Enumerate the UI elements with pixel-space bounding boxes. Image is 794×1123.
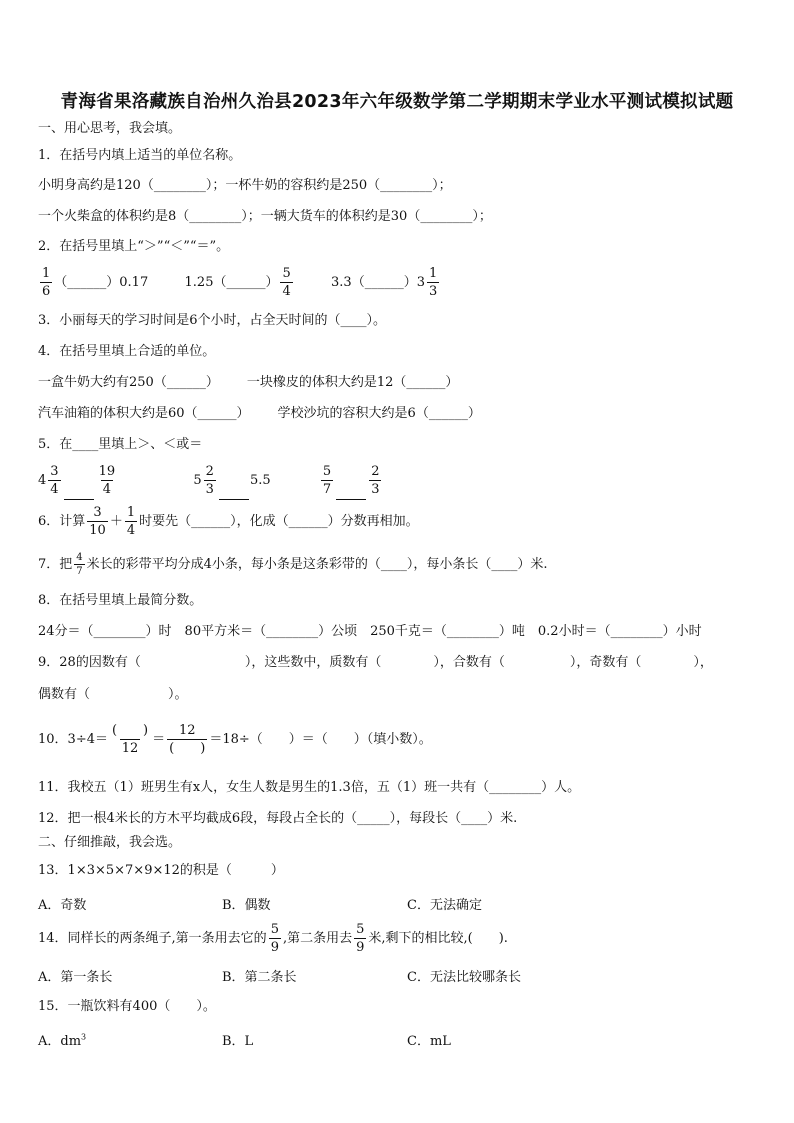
q5-fraction-a1: $\frac{3}{4}$ — [50, 464, 59, 497]
q13-option-a: A．奇数 — [38, 898, 87, 913]
q4-c: 汽车油箱的体积大约是60（______） — [38, 406, 250, 421]
q14-fraction-2: $\frac{5}{9}$ — [356, 922, 365, 955]
q5-fraction-b: $\frac{2}{3}$ — [205, 464, 214, 497]
q11: 11．我校五（1）班男生有x人，女生人数是男生的1.3倍，五（1）班一共有（________）人。 — [38, 780, 581, 795]
q10-fraction-1: $\frac{( )}{12}$ — [111, 723, 149, 756]
q14-stem: 14．同样长的两条绳子,第一条用去它的 $\frac{5}{9}$ ,第二条用去 $\frac{5}{9}$ 米,剩下的相比较,( ). — [38, 922, 508, 955]
q2-stem: 2．在括号里填上“＞”“＜”“＝”。 — [38, 239, 230, 254]
q2-fraction-b: $\frac{5}{4}$ — [282, 266, 291, 299]
q2-item-a: （______）0.17 — [54, 275, 149, 290]
q15-stem: 15．一瓶饮料有400（ ）。 — [38, 999, 216, 1014]
q5-stem: 5．在____里填上＞、＜或＝ — [38, 437, 203, 452]
q2-fraction-c: $\frac{1}{3}$ — [428, 266, 438, 299]
q9-line1: 9．28的因数有（ ），这些数中，质数有（ ），合数有（ ），奇数有（ ）， — [38, 655, 713, 670]
q12: 12．把一根4米长的方木平均截成6段，每段占全长的（_____），每段长（____）米. — [38, 811, 518, 826]
q13-option-c: C．无法确定 — [407, 898, 482, 913]
q6-fraction-1: $\frac{3}{10}$ — [89, 505, 106, 538]
q5-blank-c — [336, 485, 366, 500]
q1-line2: 一个火柴盒的体积约是8（________）；一辆大货车的体积约是30（________）； — [38, 209, 492, 224]
q15-option-b: B．L — [222, 1034, 254, 1049]
q5-blank-a — [64, 485, 94, 500]
q15-option-a: A．$dm^3$ — [38, 1032, 87, 1049]
q5-items: 4 $\frac{3}{4}$ $\frac{19}{4}$ 5 $\frac{2}{3}$ 5.5 $\frac{5}{7}$ $\frac{2}{3}$ — [38, 462, 383, 500]
q14-fraction-1: $\frac{5}{9}$ — [270, 922, 279, 955]
section-1-heading: 一、用心思考，我会填。 — [38, 121, 182, 136]
q4-b: 一块橡皮的体积大约是12（______） — [246, 375, 459, 390]
q4-row1 — [38, 374, 458, 392]
section-2-heading: 二、仔细推敲，我会选。 — [38, 835, 182, 850]
q6-fraction-2: $\frac{1}{4}$ — [126, 505, 136, 538]
q14-option-b: B．第二条长 — [222, 970, 297, 985]
q9-line2: 偶数有（ ）。 — [38, 687, 188, 702]
q2-item-b: 1.25（______） — [184, 275, 279, 290]
q1-line1: 小明身高约是120（________）；一杯牛奶的容积约是250（________）； — [38, 178, 452, 193]
q13-option-b: B．偶数 — [222, 898, 271, 913]
q14-option-c: C．无法比较哪条长 — [407, 970, 521, 985]
q15-option-c: C．mL — [407, 1034, 451, 1049]
q2-fraction-a: $\frac{1}{6}$ — [42, 266, 51, 299]
q3: 3．小丽每天的学习时间是6个小时，占全天时间的（____）。 — [38, 313, 387, 328]
q4-a: 一盒牛奶大约有250（______） — [38, 375, 219, 390]
q5-fraction-c1: $\frac{5}{7}$ — [322, 464, 332, 497]
q8-line: 24分＝（________）时 80平方米＝（________）公顷 250千克＝（________）吨 0.2小时＝（________）小时 — [38, 624, 702, 639]
q5-blank-b — [219, 485, 249, 500]
q4-d: 学校沙坑的容积大约是6（______） — [277, 406, 481, 421]
q14-option-a: A．第一条长 — [38, 970, 113, 985]
q5-fraction-a2: $\frac{19}{4}$ — [98, 464, 116, 497]
q1-stem: 1．在括号内填上适当的单位名称。 — [38, 148, 242, 163]
q4-stem: 4．在括号里填上合适的单位。 — [38, 344, 216, 359]
q4-row2 — [38, 405, 481, 423]
q10: 10．3÷4＝ $\frac{( )}{12}$ ＝ $\frac{12}{( )}$ ＝18÷（ ）＝（ ）（填小数）。 — [38, 723, 432, 756]
q2-items — [38, 266, 441, 300]
q7-fraction: $\frac{4}{7}$ — [76, 552, 83, 577]
q8-stem: 8．在括号里填上最简分数。 — [38, 593, 203, 608]
q7: 7．把 $\frac{4}{7}$ 米长的彩带平均分成4小条，每小条是这条彩带的（____），每小条长（____）米. — [38, 552, 548, 577]
q6: 6．计算 $\frac{3}{10}$ ＋ $\frac{1}{4}$ 时要先（______），化成（______）分数再相加。 — [38, 505, 419, 538]
q5-fraction-c2: $\frac{2}{3}$ — [371, 464, 380, 497]
q10-fraction-2: $\frac{12}{( )}$ — [169, 723, 206, 756]
q13-stem: 13．1×3×5×7×9×12的积是（ ） — [38, 863, 284, 878]
page-title: 青海省果洛藏族自治州久治县2023年六年级数学第二学期期末学业水平测试模拟试题 — [60, 92, 734, 112]
q2-item-c: 3.3（______）3 — [331, 275, 425, 290]
